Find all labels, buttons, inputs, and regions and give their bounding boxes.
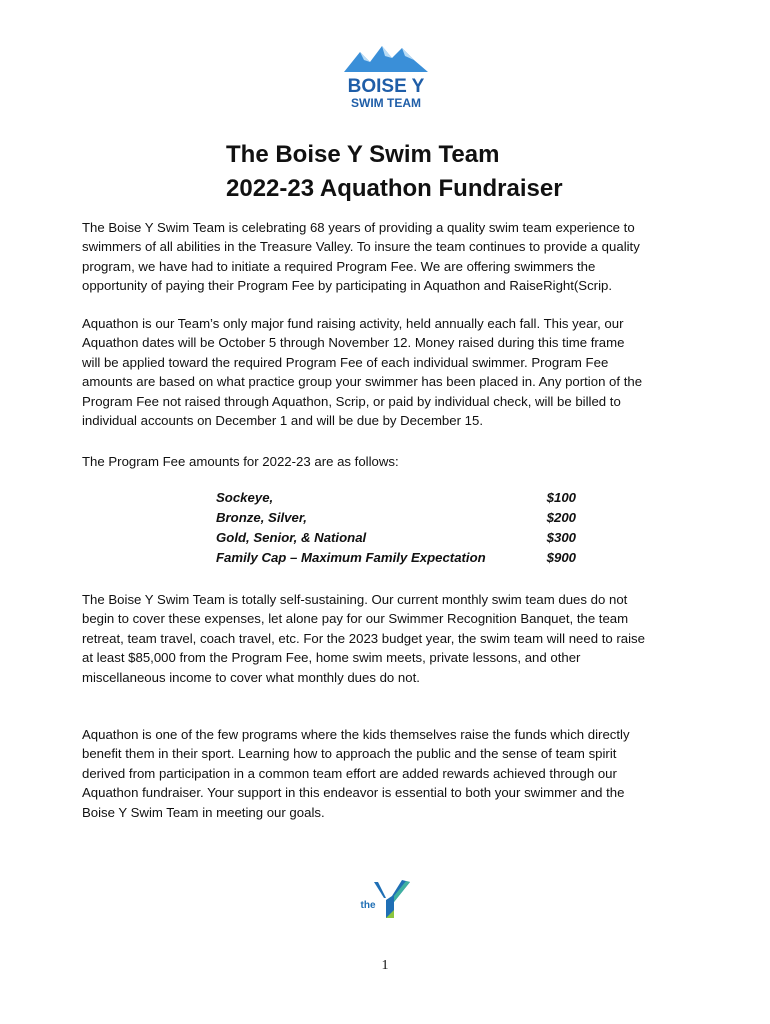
paragraph-line: The Program Fee amounts for 2022-23 are as follows: xyxy=(82,454,399,469)
paragraph-line: The Boise Y Swim Team is totally self-sustaining. Our current monthly swim team dues do not xyxy=(82,592,628,607)
paragraph-line: individual accounts on December 1 and will be due by December 15. xyxy=(82,413,483,429)
fee-row xyxy=(216,508,576,528)
paragraph-line: swimmers of all abilities in the Treasure Valley. To insure the team continues to provide a quality xyxy=(82,239,640,255)
paragraph-aquathon xyxy=(82,314,692,430)
fee-group: Bronze, Silver, xyxy=(216,510,307,525)
ymca-y-logo xyxy=(356,878,412,922)
title-line-1: The Boise Y Swim Team xyxy=(226,141,500,168)
fee-row xyxy=(216,548,576,568)
paragraph-line: derived from participation in a common team effort are added rewards achieved through our xyxy=(82,765,617,781)
paragraph-intro xyxy=(82,218,692,296)
paragraph-line: The Boise Y Swim Team is celebrating 68 years of providing a quality swim team experience to xyxy=(82,220,635,235)
paragraph-line: at least $85,000 from the Program Fee, home swim meets, private lessons, and other xyxy=(82,650,581,666)
paragraph-line: Program Fee not raised through Aquathon, Scrip, or paid by individual check, will be billed to xyxy=(82,393,621,409)
paragraph-line: Aquathon dates will be October 5 through November 12. Money raised during this time frame xyxy=(82,335,625,351)
fee-row xyxy=(216,488,576,508)
paragraph-line: benefit them in their sport. Learning how to approach the public and the sense of team spirit xyxy=(82,746,617,762)
paragraph-line: Aquathon is one of the few programs where the kids themselves raise the funds which directly xyxy=(82,727,630,742)
paragraph-line: miscellaneous income to cover what monthly dues do not. xyxy=(82,669,420,685)
document-title xyxy=(226,138,563,206)
paragraph-closing xyxy=(82,725,692,822)
program-fee-table xyxy=(216,488,576,568)
paragraph-line: amounts are based on what practice group your swimmer has been placed in. Any portion of the xyxy=(82,374,643,390)
paragraph-line: Boise Y Swim Team in meeting our goals. xyxy=(82,804,325,820)
boise-y-swim-team-logo xyxy=(330,40,442,112)
paragraph-fee-intro xyxy=(82,452,692,471)
paragraph-line: begin to cover these expenses, let alone pay for our Swimmer Recognition Banquet, the team xyxy=(82,611,629,627)
fee-group: Family Cap – Maximum Family Expectation xyxy=(216,550,486,565)
fee-group: Sockeye, xyxy=(216,490,274,505)
paragraph-line: retreat, team travel, coach travel, etc. For the 2023 budget year, the swim team will need to raise xyxy=(82,630,645,646)
logo-text-line1: BOISE Y xyxy=(347,76,425,97)
y-logo-text: the xyxy=(360,900,376,911)
fee-row xyxy=(216,528,576,548)
fee-amount: $900 xyxy=(546,550,576,565)
paragraph-line: Aquathon fundraiser. Your support in this endeavor is essential to both your swimmer and the xyxy=(82,785,625,801)
fee-group: Gold, Senior, & National xyxy=(216,530,367,545)
fee-amount: $100 xyxy=(546,490,576,505)
logo-text-line2: SWIM TEAM xyxy=(351,96,421,110)
title-line-2: 2022-23 Aquathon Fundraiser xyxy=(226,175,563,202)
paragraph-line: will be applied toward the required Program Fee of each individual swimmer. Program Fee xyxy=(82,354,609,370)
page-number: 1 xyxy=(381,958,389,973)
paragraph-line: program, we have had to initiate a required Program Fee. We are offering swimmers the xyxy=(82,258,596,274)
paragraph-line: opportunity of paying their Program Fee by participating in Aquathon and RaiseRight(Scrip. xyxy=(82,278,612,294)
fee-amount: $300 xyxy=(546,530,576,545)
paragraph-self-sustaining xyxy=(82,590,692,687)
paragraph-line: Aquathon is our Team’s only major fund raising activity, held annually each fall. This year, our xyxy=(82,316,624,331)
fee-amount: $200 xyxy=(546,510,576,525)
